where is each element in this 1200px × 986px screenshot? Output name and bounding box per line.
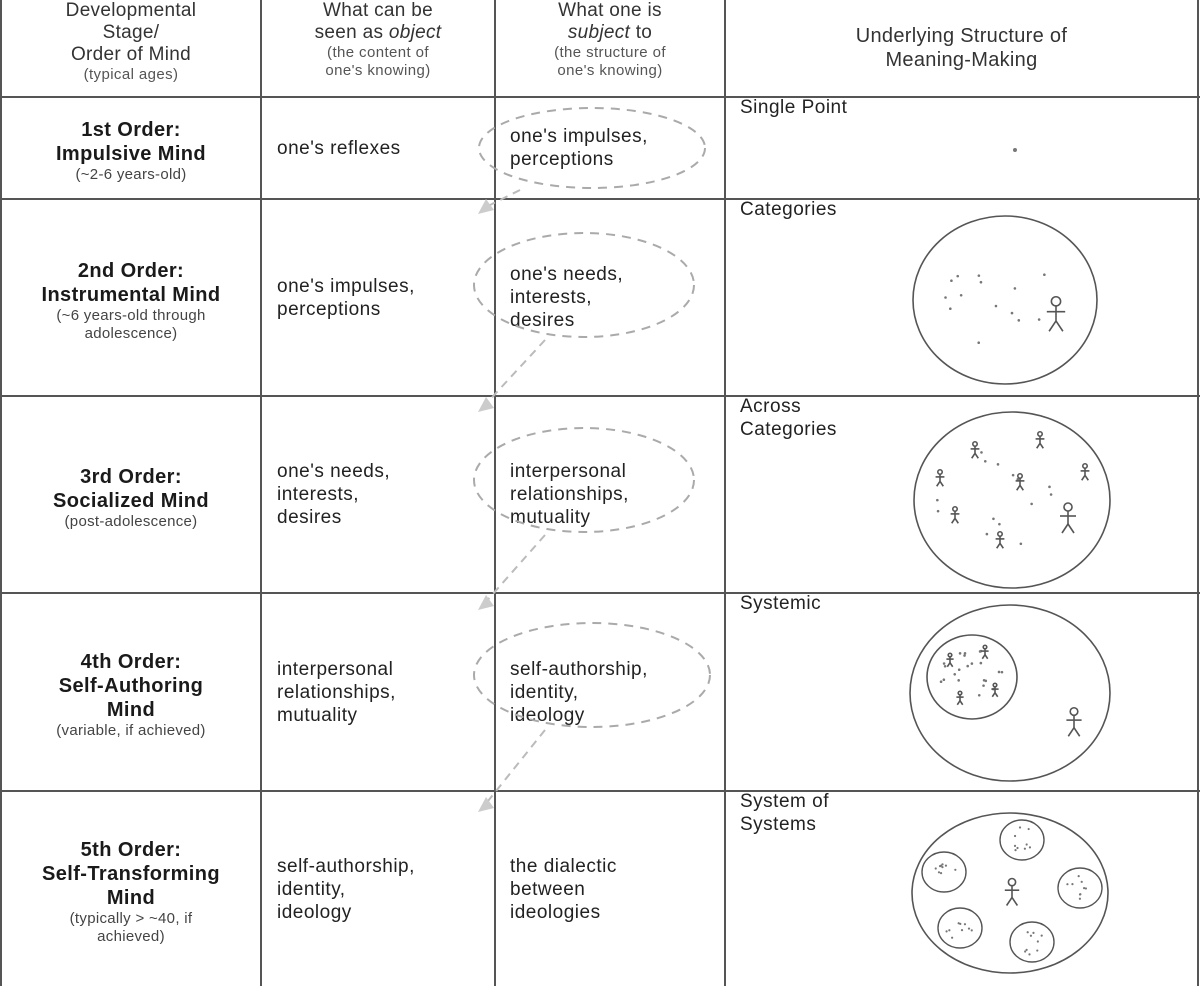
subsystem-circle bbox=[1058, 868, 1102, 908]
subsystem-circle bbox=[1000, 820, 1044, 860]
dot bbox=[943, 678, 946, 681]
header-structure bbox=[726, 24, 1197, 72]
dot bbox=[1050, 493, 1053, 496]
dot bbox=[944, 665, 947, 668]
small-figure-icon bbox=[1081, 464, 1090, 481]
header-subject-line2 bbox=[496, 22, 724, 44]
header-subject bbox=[496, 0, 724, 80]
dot bbox=[953, 673, 956, 676]
structure-label bbox=[740, 395, 940, 441]
dot bbox=[941, 866, 943, 868]
object-cell bbox=[277, 200, 492, 395]
dot bbox=[977, 341, 980, 344]
dot bbox=[980, 650, 983, 653]
dot bbox=[948, 929, 950, 931]
dot bbox=[982, 684, 985, 687]
subject-cell bbox=[510, 200, 722, 395]
dot bbox=[935, 867, 937, 869]
small-figure-icon bbox=[1036, 432, 1045, 449]
stage-mind-name: Self-Transforming bbox=[42, 863, 220, 885]
column-divider-2 bbox=[494, 0, 496, 986]
object-text: one's reflexes bbox=[277, 137, 401, 159]
subject-text: one's needs, bbox=[510, 264, 624, 285]
dot bbox=[960, 294, 963, 297]
dot bbox=[957, 679, 960, 682]
dot bbox=[1081, 881, 1083, 883]
dot bbox=[956, 275, 959, 278]
dot bbox=[983, 679, 986, 682]
dot bbox=[1024, 950, 1026, 952]
column-divider-3 bbox=[724, 0, 726, 986]
dot bbox=[959, 652, 962, 655]
dot bbox=[1041, 935, 1043, 937]
dot bbox=[1011, 312, 1014, 315]
subject-cell bbox=[510, 594, 722, 790]
structure-label bbox=[740, 198, 940, 221]
header-object bbox=[262, 0, 494, 80]
dot bbox=[1020, 542, 1023, 545]
dot bbox=[940, 865, 942, 867]
header-stage-line1: Developmental bbox=[65, 0, 197, 21]
header-subject-note1: (the structure of bbox=[554, 44, 666, 61]
dot bbox=[1012, 474, 1015, 477]
stage-order: 1st Order: bbox=[81, 119, 181, 141]
dot bbox=[979, 650, 982, 653]
dot bbox=[951, 937, 953, 939]
dot bbox=[961, 929, 963, 931]
object-cell bbox=[277, 397, 492, 592]
dot bbox=[998, 671, 1001, 674]
stick-figure-icon bbox=[1005, 879, 1019, 906]
dot bbox=[966, 665, 969, 668]
dot bbox=[944, 296, 947, 299]
dot bbox=[986, 533, 989, 536]
dot bbox=[1078, 875, 1080, 877]
subject-text: relationships, bbox=[510, 484, 629, 505]
dot bbox=[1026, 949, 1028, 951]
dot bbox=[1016, 847, 1018, 849]
single-point-dot bbox=[1013, 148, 1017, 152]
dot bbox=[1037, 940, 1039, 942]
dot bbox=[1079, 893, 1081, 895]
stick-figure-icon bbox=[1047, 297, 1065, 332]
dot bbox=[1043, 273, 1046, 276]
dot bbox=[1038, 318, 1041, 321]
structure-label-line: System of bbox=[740, 791, 829, 812]
small-figure-icon bbox=[971, 442, 980, 459]
stage-order: 4th Order: bbox=[80, 651, 182, 673]
dot bbox=[998, 523, 1001, 526]
object-text: relationships, bbox=[277, 681, 396, 703]
object-cell bbox=[277, 792, 492, 986]
header-stage bbox=[0, 0, 262, 84]
dot bbox=[938, 871, 940, 873]
object-cell bbox=[277, 594, 492, 790]
dot bbox=[1079, 898, 1081, 900]
stage-order: 2nd Order: bbox=[77, 259, 185, 282]
dot bbox=[1032, 932, 1034, 934]
dot bbox=[980, 281, 983, 284]
subsystem-circle bbox=[1010, 922, 1054, 962]
header-stage-line3: Order of Mind bbox=[70, 44, 192, 65]
structure-label-line: Categories bbox=[740, 199, 837, 220]
dot bbox=[949, 307, 952, 310]
structure-label-line: Single Point bbox=[740, 97, 848, 118]
stick-figure-icon bbox=[1066, 708, 1081, 737]
subject-text: the dialectic bbox=[510, 855, 617, 877]
structure-label-line: Systems bbox=[740, 814, 817, 835]
small-figure-icon bbox=[936, 470, 945, 487]
stage-ages: achieved) bbox=[97, 928, 165, 945]
dot bbox=[1085, 887, 1087, 889]
dot bbox=[937, 510, 940, 513]
small-figure-icon bbox=[956, 691, 963, 705]
header-subject-note2: one's knowing) bbox=[557, 62, 663, 79]
stage-mind-name: Instrumental Mind bbox=[41, 283, 221, 306]
dot bbox=[992, 517, 995, 520]
dot bbox=[1019, 826, 1021, 828]
dot bbox=[941, 863, 943, 865]
object-text: identity, bbox=[277, 878, 346, 900]
dot bbox=[964, 652, 967, 655]
header-subject-em: subject bbox=[567, 22, 631, 43]
dot bbox=[971, 662, 974, 665]
dot bbox=[958, 922, 960, 924]
dot bbox=[1017, 319, 1020, 322]
dot bbox=[1048, 486, 1051, 489]
dot bbox=[1036, 949, 1038, 951]
header-object-note2: one's knowing) bbox=[325, 62, 431, 79]
subject-text: ideology bbox=[510, 704, 585, 726]
small-figure-icon bbox=[996, 532, 1005, 549]
dot bbox=[978, 274, 981, 277]
stage-ages: (~6 years-old through bbox=[56, 306, 206, 324]
dot bbox=[1026, 843, 1028, 845]
dot bbox=[959, 923, 961, 925]
structure-label bbox=[740, 790, 940, 836]
header-subject-line1: What one is bbox=[558, 0, 662, 21]
subject-text: perceptions bbox=[510, 149, 614, 170]
dot bbox=[980, 451, 983, 454]
dot bbox=[984, 460, 987, 463]
object-text: interests, bbox=[277, 484, 360, 505]
object-text: ideology bbox=[277, 901, 352, 923]
subject-cell bbox=[510, 397, 722, 592]
subject-text: between bbox=[510, 878, 586, 900]
dot bbox=[968, 927, 970, 929]
dot bbox=[995, 305, 998, 308]
dot bbox=[997, 463, 1000, 466]
dot bbox=[1014, 287, 1017, 290]
stage-ages: (~2-6 years-old) bbox=[75, 166, 187, 183]
dot bbox=[940, 680, 943, 683]
stage-mind-name: Self-Authoring bbox=[58, 675, 204, 697]
dot bbox=[1066, 883, 1068, 885]
subject-text: one's impulses, bbox=[510, 126, 648, 147]
dot bbox=[992, 688, 995, 691]
dot bbox=[1016, 478, 1019, 481]
stage-ages: (variable, if achieved) bbox=[56, 722, 206, 739]
object-text: one's needs, bbox=[277, 461, 391, 482]
table-border-right bbox=[1197, 0, 1199, 986]
structure-label-line: Systemic bbox=[740, 593, 822, 614]
object-text: perceptions bbox=[277, 298, 381, 320]
dot bbox=[939, 865, 941, 867]
header-stage-line2: Stage/ bbox=[102, 22, 160, 43]
small-figure-icon bbox=[946, 653, 953, 667]
stage-cell bbox=[0, 594, 262, 790]
header-object-line2 bbox=[262, 22, 494, 44]
dot bbox=[963, 654, 966, 657]
dot bbox=[1024, 848, 1026, 850]
subject-text: mutuality bbox=[510, 507, 591, 528]
systemic-outer-circle bbox=[910, 605, 1110, 781]
stage-ages: adolescence) bbox=[84, 324, 178, 342]
object-text: one's impulses, bbox=[277, 275, 415, 297]
stage-mind-name: Impulsive Mind bbox=[55, 143, 207, 165]
dot bbox=[980, 662, 983, 665]
structure-label bbox=[740, 592, 940, 615]
stick-figure-icon bbox=[1060, 503, 1076, 533]
header-object-em: object bbox=[388, 22, 442, 43]
stage-cell bbox=[0, 792, 262, 986]
dot bbox=[1001, 671, 1004, 674]
structure-label-line: Categories bbox=[740, 419, 837, 440]
dot bbox=[1014, 835, 1016, 837]
subject-cell bbox=[510, 98, 722, 198]
dot bbox=[945, 864, 947, 866]
dot bbox=[950, 279, 953, 282]
stage-order: 5th Order: bbox=[80, 839, 182, 861]
dot bbox=[964, 923, 966, 925]
stage-mind-name: Socialized Mind bbox=[52, 489, 210, 512]
dot bbox=[1014, 849, 1016, 851]
small-figure-icon bbox=[991, 683, 998, 697]
subject-cell bbox=[510, 792, 722, 986]
system-of-systems-circle bbox=[912, 813, 1108, 973]
object-text: mutuality bbox=[277, 704, 358, 726]
stage-mind-name: Mind bbox=[106, 699, 156, 721]
subject-text: desires bbox=[510, 310, 575, 331]
dot bbox=[984, 680, 987, 683]
systemic-inner-circle bbox=[927, 635, 1017, 719]
dot bbox=[1028, 828, 1030, 830]
dot bbox=[1030, 503, 1033, 506]
header-stage-note: (typical ages) bbox=[83, 66, 179, 83]
small-figure-icon bbox=[1016, 474, 1025, 491]
stage-mind-name: Mind bbox=[106, 887, 156, 909]
stage-ages: (typically > ~40, if bbox=[69, 910, 193, 927]
subject-text: interpersonal bbox=[510, 461, 627, 482]
dot bbox=[958, 668, 961, 671]
header-structure-line2: Meaning-Making bbox=[885, 49, 1038, 71]
small-figure-icon bbox=[951, 507, 960, 524]
object-cell bbox=[277, 98, 492, 198]
dot bbox=[1029, 846, 1031, 848]
stage-order: 3rd Order: bbox=[80, 465, 182, 488]
dot bbox=[971, 929, 973, 931]
dot bbox=[954, 869, 956, 871]
header-object-line1: What can be bbox=[323, 0, 433, 21]
object-text: interpersonal bbox=[277, 658, 394, 680]
structure-label-line: Across bbox=[740, 396, 802, 417]
subject-text: self-authorship, bbox=[510, 658, 648, 680]
dot bbox=[1079, 893, 1081, 895]
dot bbox=[1083, 887, 1085, 889]
dot bbox=[1014, 845, 1016, 847]
dot bbox=[936, 499, 939, 502]
across-categories-circle bbox=[914, 412, 1110, 588]
dot bbox=[943, 662, 946, 665]
dot bbox=[1028, 953, 1030, 955]
subject-text: ideologies bbox=[510, 901, 601, 923]
structure-label bbox=[740, 96, 940, 119]
stage-cell bbox=[0, 397, 262, 592]
object-text: desires bbox=[277, 507, 342, 528]
stage-cell bbox=[0, 200, 262, 395]
object-text: self-authorship, bbox=[277, 855, 415, 877]
header-structure-line1: Underlying Structure of bbox=[855, 25, 1068, 47]
dot bbox=[1071, 883, 1073, 885]
header-object-prefix: seen as bbox=[314, 22, 389, 43]
dot bbox=[978, 694, 981, 697]
header-object-note1: (the content of bbox=[327, 44, 429, 61]
dot bbox=[1027, 931, 1029, 933]
dot bbox=[940, 872, 942, 874]
stage-ages: (post-adolescence) bbox=[64, 512, 198, 530]
dot bbox=[1030, 935, 1032, 937]
subject-text: identity, bbox=[510, 681, 579, 703]
categories-circle bbox=[913, 216, 1097, 384]
subsystem-circle bbox=[938, 908, 982, 948]
subject-text: interests, bbox=[510, 287, 593, 308]
header-subject-suffix: to bbox=[630, 22, 653, 43]
dot bbox=[945, 930, 947, 932]
stage-cell bbox=[0, 98, 262, 198]
subsystem-circle bbox=[922, 852, 966, 892]
small-figure-icon bbox=[981, 645, 988, 659]
